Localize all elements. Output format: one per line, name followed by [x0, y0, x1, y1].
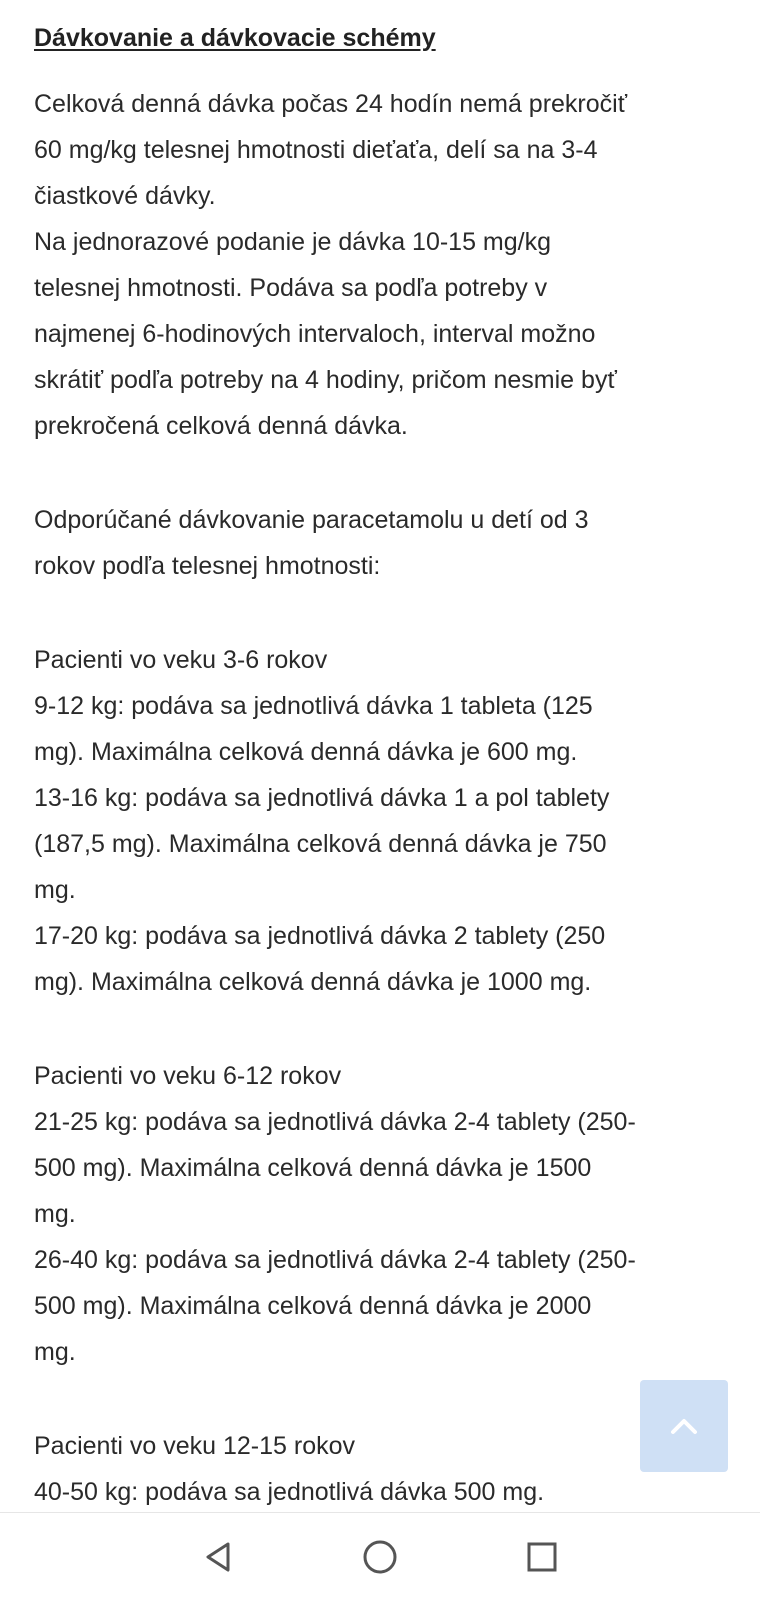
- paragraph-line: skrátiť podľa potreby na 4 hodiny, pričom nesmie byť: [34, 366, 617, 394]
- section-heading: Dávkovanie a dávkovacie schémy: [34, 24, 436, 52]
- paragraph-line: Na jednorazové podanie je dávka 10-15 mg/kg: [34, 228, 552, 256]
- paragraph-line: Celková denná dávka počas 24 hodín nemá prekročiť: [34, 90, 628, 118]
- paragraph-line: Odporúčané dávkovanie paracetamolu u detí od 3: [34, 506, 589, 534]
- paragraph-line: mg.: [34, 876, 76, 904]
- paragraph-line: rokov podľa telesnej hmotnosti:: [34, 552, 381, 580]
- paragraph-line: 13-16 kg: podáva sa jednotlivá dávka 1 a pol tablety: [34, 784, 610, 812]
- scroll-to-top-button[interactable]: [640, 1380, 728, 1472]
- paragraph-line: 500 mg). Maximálna celková denná dávka je 1500: [34, 1154, 592, 1182]
- age-group-title: Pacienti vo veku 3-6 rokov: [34, 646, 328, 674]
- paragraph-line: prekročená celková denná dávka.: [34, 412, 408, 440]
- triangle-back-icon: [200, 1539, 236, 1575]
- chevron-up-icon: [669, 1416, 699, 1436]
- paragraph-line: 60 mg/kg telesnej hmotnosti dieťaťa, delí sa na 3-4: [34, 136, 598, 164]
- paragraph-line: (187,5 mg). Maximálna celková denná dávka je 750: [34, 830, 607, 858]
- system-navigation-bar: [0, 1512, 760, 1600]
- square-recents-icon: [524, 1539, 560, 1575]
- paragraph-line: 26-40 kg: podáva sa jednotlivá dávka 2-4 tablety (250-: [34, 1246, 636, 1274]
- paragraph-line: telesnej hmotnosti. Podáva sa podľa potreby v: [34, 274, 548, 302]
- paragraph-line: 17-20 kg: podáva sa jednotlivá dávka 2 tablety (250: [34, 922, 606, 950]
- age-group-title: Pacienti vo veku 6-12 rokov: [34, 1062, 342, 1090]
- paragraph-line: 21-25 kg: podáva sa jednotlivá dávka 2-4 tablety (250-: [34, 1108, 636, 1136]
- nav-home-button[interactable]: [352, 1529, 408, 1585]
- paragraph-line: čiastkové dávky.: [34, 182, 216, 210]
- paragraph-line: 9-12 kg: podáva sa jednotlivá dávka 1 tableta (125: [34, 692, 593, 720]
- circle-home-icon: [361, 1538, 399, 1576]
- paragraph-line: 500 mg). Maximálna celková denná dávka je 2000: [34, 1292, 592, 1320]
- age-group-title: Pacienti vo veku 12-15 rokov: [34, 1432, 356, 1460]
- paragraph-line: mg.: [34, 1338, 76, 1366]
- paragraph-line: mg.: [34, 1200, 76, 1228]
- nav-back-button[interactable]: [190, 1529, 246, 1585]
- paragraph-line: mg). Maximálna celková denná dávka je 600 mg.: [34, 738, 578, 766]
- paragraph-line: 40-50 kg: podáva sa jednotlivá dávka 500 mg.: [34, 1478, 545, 1506]
- nav-recents-button[interactable]: [514, 1529, 570, 1585]
- paragraph-line: mg). Maximálna celková denná dávka je 1000 mg.: [34, 968, 592, 996]
- paragraph-line: najmenej 6-hodinových intervaloch, interval možno: [34, 320, 596, 348]
